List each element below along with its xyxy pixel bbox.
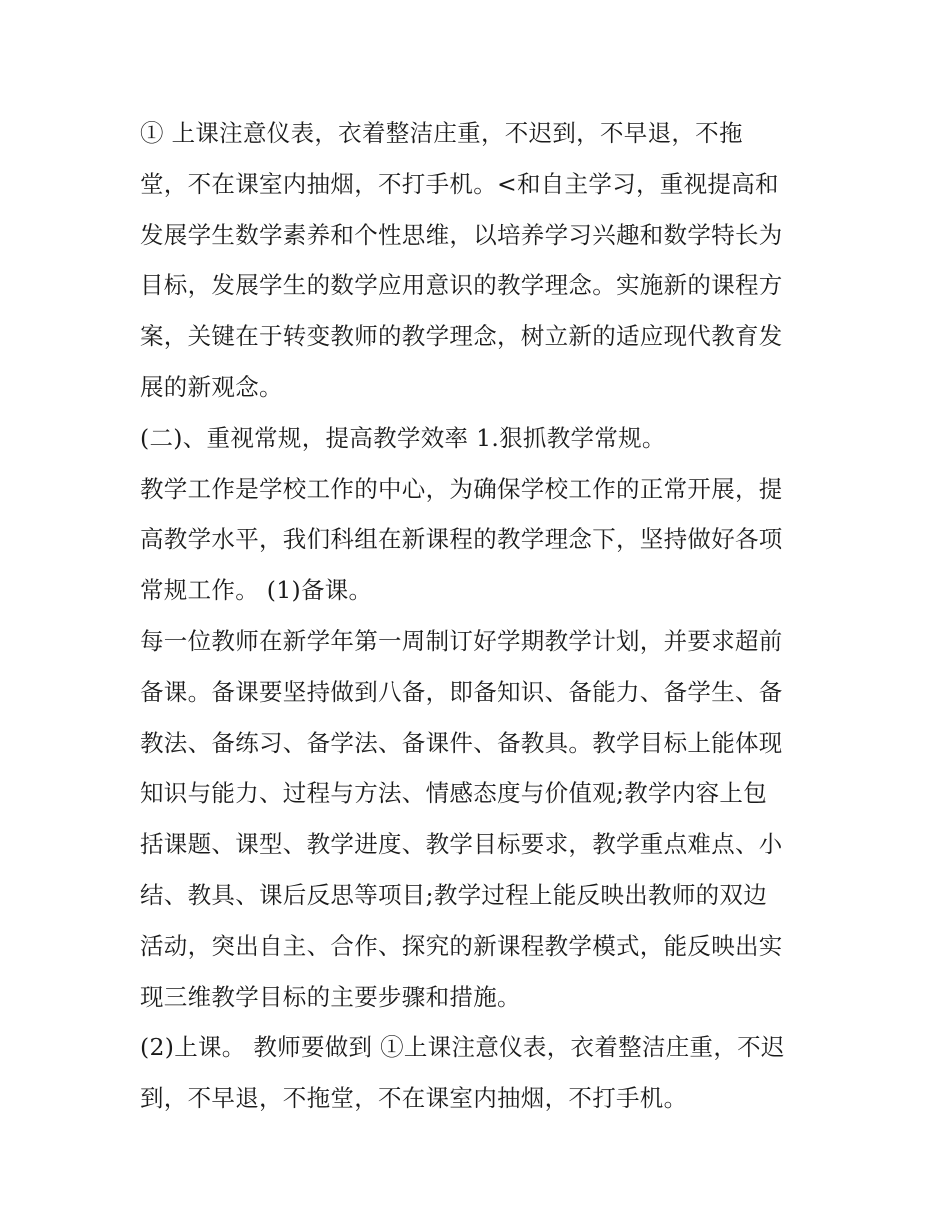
paragraph-1 — [140, 108, 820, 413]
text-line: 教学工作是学校工作的中心，为确保学校工作的正常开展，提 — [140, 474, 783, 503]
text-line: 知识与能力、过程与方法、情感态度与价值观;教学内容上包 — [140, 779, 768, 808]
text-line: 现三维教学目标的主要步骤和措施。 — [140, 982, 521, 1011]
text-line: 每一位教师在新学年第一周制订好学期教学计划，并要求超前 — [140, 626, 783, 655]
text-line: 到，不早退，不拖堂，不在课室内抽烟，不打手机。 — [140, 1084, 688, 1113]
text-line: 展的新观念。 — [140, 372, 283, 401]
paragraph-3 — [140, 616, 820, 1022]
text-line: ① 上课注意仪表，衣着整洁庄重，不迟到，不早退，不拖 — [140, 119, 743, 147]
section-heading — [140, 413, 820, 464]
text-line: 常规工作。 (1)备课。 — [140, 576, 373, 605]
text-line: 高教学水平，我们科组在新课程的教学理念下，坚持做好各项 — [140, 525, 783, 554]
document-page — [140, 108, 820, 1124]
text-line: (二)、重视常规，提高教学效率 1.狠抓教学常规。 — [140, 423, 666, 452]
paragraph-2 — [140, 464, 820, 616]
text-line: 括课题、课型、教学进度、教学目标要求，教学重点难点、小 — [140, 830, 783, 859]
text-line: 教法、备练习、备学法、备课件、备教具。教学目标上能体现 — [140, 728, 783, 757]
text-line: 堂，不在课室内抽烟，不打手机。<和自主学习，重视提高和 — [140, 169, 779, 198]
text-line: 案，关键在于转变教师的教学理念，树立新的适应现代教育发 — [140, 322, 783, 351]
text-line: 结、教具、课后反思等项目;教学过程上能反映出教师的双边 — [140, 880, 768, 909]
text-line: 发展学生数学素养和个性思维，以培养学习兴趣和数学特长为 — [140, 220, 783, 249]
text-line: 目标，发展学生的数学应用意识的教学理念。实施新的课程方 — [140, 271, 783, 300]
text-line: (2)上课。 教师要做到 ①上课注意仪表，衣着整洁庄重，不迟 — [140, 1033, 785, 1062]
text-line: 活动，突出自主、合作、探究的新课程教学模式，能反映出实 — [140, 931, 783, 960]
paragraph-4 — [140, 1022, 820, 1124]
text-line: 备课。备课要坚持做到八备，即备知识、备能力、备学生、备 — [140, 677, 783, 706]
